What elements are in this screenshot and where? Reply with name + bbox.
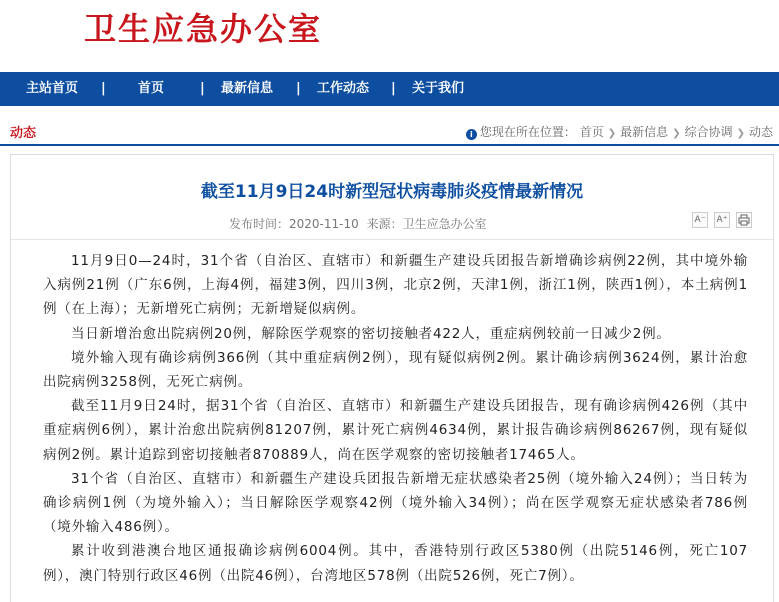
nav-item-main-home[interactable]: 主站首页 (26, 81, 79, 96)
nav-separator: | (296, 81, 301, 96)
article-meta (229, 215, 491, 232)
section-title: 动态 (10, 126, 37, 141)
section-bar (0, 114, 779, 146)
font-decrease-button[interactable]: A⁻ (692, 212, 708, 228)
breadcrumb (466, 123, 773, 140)
article-paragraph: 31个省（自治区、直辖市）和新疆生产建设兵团报告新增无症状感染者25例（境外输入24例）；当日转为确诊病例1例（为境外输入）；当日解除医学观察42例（境外输入34例）；尚在医学观察无症状感染者786例（境外输入486例）。 (43, 470, 748, 536)
article-paragraph: 11月9日0—24时，31个省（自治区、直辖市）和新疆生产建设兵团报告新增确诊病例22例，其中境外输入病例21例（广东6例，上海4例，福建3例，四川3例，北京2例，天津1例，浙江1例，陕西1例），本土病例1例（在上海）；无新增死亡病例；无新增疑似病例。 (43, 253, 748, 318)
article-title: 截至11月9日24时新型冠状病毒肺炎疫情最新情况 (200, 182, 584, 202)
article-paragraph: 当日新增治愈出院病例20例，解除医学观察的密切接触者422人，重症病例较前一日减少2例。 (71, 325, 671, 342)
publish-label: 发布时间： (229, 217, 290, 231)
main-nav (0, 72, 779, 106)
print-button[interactable] (736, 212, 752, 228)
nav-separator: | (101, 81, 106, 96)
publish-date: 2020-11-10 (289, 217, 359, 231)
article-container (10, 154, 774, 602)
breadcrumb-current[interactable]: 动态 (748, 125, 773, 139)
nav-separator: | (391, 81, 396, 96)
nav-item-home[interactable]: 首页 (138, 81, 165, 96)
font-increase-button[interactable]: A⁺ (714, 212, 730, 228)
breadcrumb-home[interactable]: 首页 (579, 125, 604, 139)
nav-item-latest[interactable]: 最新信息 (221, 81, 274, 96)
nav-item-work-news[interactable]: 工作动态 (317, 81, 370, 96)
source-label: 来源： (366, 217, 403, 231)
source-name: 卫生应急办公室 (402, 217, 487, 231)
print-icon (738, 214, 750, 226)
article-paragraph: 截至11月9日24时，据31个省（自治区、直辖市）和新疆生产建设兵团报告，现有确诊病例426例（其中重症病例6例），累计治愈出院病例81207例，累计死亡病例4634例，累计报告确诊病例86267例，现有疑似病例2例。累计追踪到密切接触者870889人，尚在医学观察的密切接触者17465人。 (43, 398, 748, 463)
article-paragraph: 累计收到港澳台地区通报确诊病例6004例。其中，香港特别行政区5380例（出院5146例，死亡107例），澳门特别行政区46例（出院46例），台湾地区578例（出院526例，死亡7例）。 (43, 543, 748, 584)
chevron-right-icon: ❯ (736, 128, 745, 139)
chevron-right-icon: ❯ (672, 128, 681, 139)
breadcrumb-latest[interactable]: 最新信息 (620, 125, 669, 139)
nav-separator: | (200, 81, 205, 96)
article-paragraph: 境外输入现有确诊病例366例（其中重症病例2例），现有疑似病例2例。累计确诊病例3624例，累计治愈出院病例3258例，无死亡病例。 (43, 349, 748, 391)
location-icon: i (466, 129, 477, 140)
divider (11, 239, 773, 240)
site-title[interactable]: 卫生应急办公室 (84, 10, 323, 48)
chevron-right-icon: ❯ (607, 128, 617, 139)
article-body (43, 249, 748, 588)
site-header (0, 0, 779, 72)
breadcrumb-coordination[interactable]: 综合协调 (684, 125, 733, 139)
breadcrumb-prefix: 您现在所在位置： (479, 125, 576, 139)
nav-item-about[interactable]: 关于我们 (412, 81, 465, 96)
